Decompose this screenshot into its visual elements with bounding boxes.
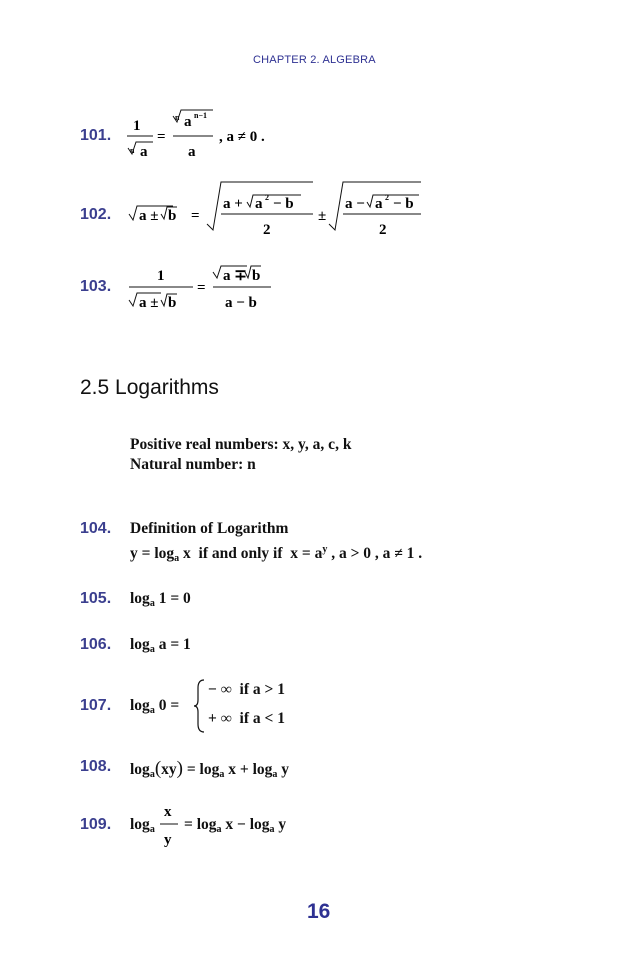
svg-text:a: a (375, 196, 383, 212)
formula-number-101: 101. (80, 127, 112, 144)
svg-text:2: 2 (263, 222, 271, 238)
formula-number-104: 104. (80, 520, 112, 537)
svg-text:a: a (140, 144, 148, 160)
svg-text:a: a (255, 196, 263, 212)
formula-109-lhs: $\log_a$ (130, 816, 155, 835)
svg-text:− b: − b (393, 196, 414, 212)
page-number: 16 (307, 900, 331, 923)
formula-107-case1: − ∞ if a > 1 (208, 681, 285, 698)
formula-number-106: 106. (80, 636, 112, 653)
section-title: 2.5 Logarithms (80, 376, 219, 399)
formula-107-case1-cond: if a > 1 (239, 681, 285, 698)
intro-line-2: Natural number: n (130, 456, 256, 473)
formula-106: $\log_a a = 1$ (130, 636, 191, 655)
svg-text:a − b: a − b (225, 295, 257, 311)
formula-107-lhs: $\log_a 0$ = (130, 697, 180, 716)
formula-number-107: 107. (80, 697, 112, 714)
svg-text:=: = (197, 280, 206, 296)
svg-text:a +: a + (223, 196, 243, 212)
svg-text:1: 1 (133, 118, 141, 134)
svg-text:a ±: a ± (139, 295, 159, 311)
svg-text:b: b (168, 208, 177, 224)
formula-number-103: 103. (80, 278, 112, 295)
svg-text:2: 2 (379, 222, 387, 238)
intro-line-1: Positive real numbers: x, y, a, c, k (130, 436, 352, 453)
svg-text:b: b (252, 268, 261, 284)
formula-105: $\log_a 1 = 0$ (130, 590, 191, 609)
svg-text:a ∓: a ∓ (223, 268, 247, 284)
formula-107-case2: + ∞ if a < 1 (208, 710, 285, 727)
svg-text:a: a (188, 144, 196, 160)
formula-104-title: Definition of Logarithm (130, 520, 289, 537)
svg-text:=: = (157, 129, 166, 145)
svg-text:y: y (164, 832, 172, 848)
svg-text:x: x (164, 804, 172, 820)
svg-text:, a ≠ 0 .: , a ≠ 0 . (219, 129, 265, 145)
formula-104-body: $y = \log_a x$ if and only if $x = a^y$ , a > 0 , a ≠ 1 . (130, 544, 423, 564)
svg-text:a ±: a ± (139, 208, 159, 224)
svg-text:n: n (175, 113, 180, 122)
svg-text:=: = (191, 208, 200, 224)
formula-number-109: 109. (80, 816, 112, 833)
svg-text:±: ± (318, 208, 327, 224)
svg-text:a: a (184, 114, 192, 130)
formula-103 (115, 260, 295, 318)
svg-text:b: b (168, 295, 177, 311)
formula-number-102: 102. (80, 206, 112, 223)
svg-text:− b: − b (273, 196, 294, 212)
svg-text:n−1: n−1 (194, 111, 208, 120)
svg-text:1: 1 (157, 268, 165, 284)
svg-text:2: 2 (265, 193, 269, 202)
formula-number-108: 108. (80, 758, 112, 775)
formula-number-105: 105. (80, 590, 112, 607)
formula-108: $\log_a(xy) = \log_a x + \log_a y$ (130, 758, 289, 780)
svg-text:n: n (130, 146, 135, 155)
svg-text:2: 2 (385, 193, 389, 202)
formula-104-cond1: if and only if (198, 545, 283, 562)
formula-107-case2-cond: if a < 1 (239, 710, 285, 727)
formula-107-brace (192, 678, 206, 734)
formula-102 (115, 178, 435, 246)
svg-text:a −: a − (345, 196, 365, 212)
formula-101 (115, 104, 265, 164)
chapter-header: CHAPTER 2. ALGEBRA (253, 54, 376, 66)
formula-109-rhs: = $\log_a x - \log_a y$ (184, 816, 287, 835)
formula-104-cond2: , a > 0 , a ≠ 1 . (331, 545, 423, 562)
